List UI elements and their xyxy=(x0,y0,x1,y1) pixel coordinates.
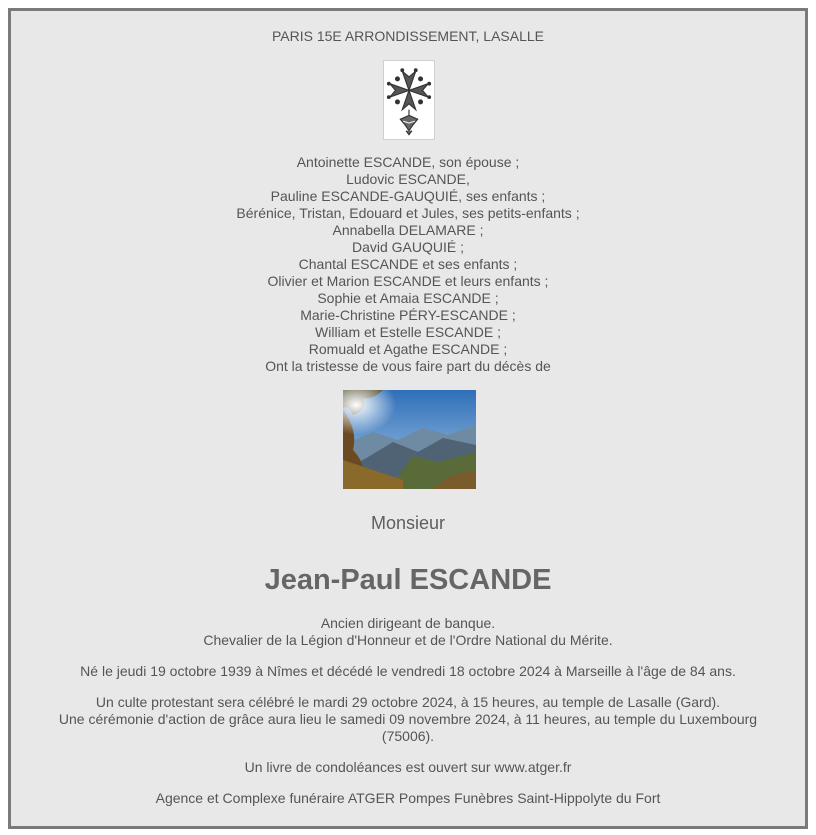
family-line: Pauline ESCANDE-GAUQUIÉ, ses enfants ; xyxy=(270,188,546,204)
life-dates-text: Né le jeudi 19 octobre 1939 à Nîmes et décédé le vendredi 18 octobre 2024 à Marseille à l'âge de 84 ans. xyxy=(80,663,736,679)
family-line: Ludovic ESCANDE, xyxy=(346,171,470,187)
family-line: Bérénice, Tristan, Edouard et Jules, ses petits-enfants ; xyxy=(236,205,580,221)
agency-text: Agence et Complexe funéraire ATGER Pompes Funèbres Saint-Hippolyte du Fort xyxy=(155,790,661,806)
huguenot-cross-icon xyxy=(383,60,435,140)
condolences-text: Un livre de condoléances est ouvert sur www.atger.fr xyxy=(244,759,572,775)
deceased-name: Jean-Paul ESCANDE xyxy=(264,564,552,596)
service-text: Un culte protestant sera célébré le mardi 29 octobre 2024, à 15 heures, au temple de Lasalle (Gard). xyxy=(95,694,721,710)
occupation-text: Ancien dirigeant de banque. xyxy=(320,615,496,631)
obituary-notice xyxy=(8,8,808,829)
family-line: Marie-Christine PÉRY-ESCANDE ; xyxy=(300,307,516,323)
family-list xyxy=(11,154,805,375)
deceased-civility: Monsieur xyxy=(370,513,446,533)
announcement-line: Ont la tristesse de vous faire part du décès de xyxy=(265,358,551,374)
details-block xyxy=(41,615,775,807)
family-line: Romuald et Agathe ESCANDE ; xyxy=(308,341,508,357)
family-line: Antoinette ESCANDE, son épouse ; xyxy=(296,154,520,170)
family-line: William et Estelle ESCANDE ; xyxy=(315,324,501,340)
family-line: Olivier et Marion ESCANDE et leurs enfants ; xyxy=(267,273,549,289)
honors-text: Chevalier de la Légion d'Honneur et de l'Ordre National du Mérite. xyxy=(203,632,613,648)
location-header: PARIS 15E ARRONDISSEMENT, LASALLE xyxy=(271,28,545,44)
landscape-photo xyxy=(343,390,476,489)
ceremony-text: Une cérémonie d'action de grâce aura lieu le samedi 09 novembre 2024, à 11 heures, au temple du Luxembourg (75006). xyxy=(58,711,758,744)
family-line: Annabella DELAMARE ; xyxy=(332,222,484,238)
family-line: David GAUQUIÉ ; xyxy=(351,239,465,255)
family-line: Sophie et Amaia ESCANDE ; xyxy=(317,290,499,306)
family-line: Chantal ESCANDE et ses enfants ; xyxy=(298,256,518,272)
